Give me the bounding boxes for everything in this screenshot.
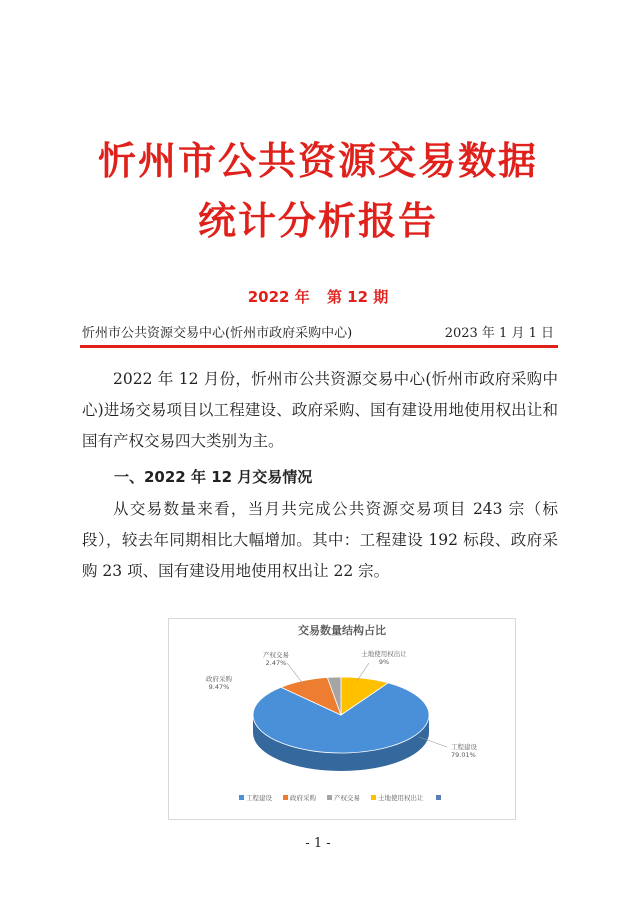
intro-paragraph: 2022 年 12 月份，忻州市公共资源交易中心(忻州市政府采购中心)进场交易项目以工程建设、政府采购、国有建设用地使用权出让和国有产权交易四大类别为主。 xyxy=(82,370,558,450)
publisher: 忻州市公共资源交易中心(忻州市政府采购中心) xyxy=(82,326,353,341)
header-divider xyxy=(80,345,558,348)
data-label-value-3: 9% xyxy=(378,658,390,666)
issue-year: 2022 年 xyxy=(247,288,310,306)
data-label-value-0: 79.01% xyxy=(451,751,476,759)
pie-chart-svg xyxy=(169,619,515,819)
legend-swatch-4 xyxy=(436,795,441,800)
page-number: - 1 - xyxy=(305,836,331,851)
data-label-value-1: 9.47% xyxy=(208,683,230,691)
data-label-name-3: 土地使用权出让 xyxy=(361,650,407,658)
data-label-name-0: 工程建设 xyxy=(451,743,477,751)
summary-paragraph: 从交易数量来看，当月共完成公共资源交易项目 243 宗（标段），较去年同期相比大幅增加。其中：工程建设 192 标段、政府采购 23 项、国有建设用地使用权出让 22 宗。 xyxy=(82,500,558,580)
section-heading: 一、2022 年 12 月交易情况 xyxy=(114,468,313,486)
publish-date: 2023 年 1 月 1 日 xyxy=(444,326,554,341)
legend-swatch-2 xyxy=(327,795,332,800)
legend-label-0: 工程建设 xyxy=(246,794,272,802)
legend-swatch-3 xyxy=(371,795,376,800)
chart-title: 交易数量结构占比 xyxy=(298,624,386,637)
legend-swatch-0 xyxy=(239,795,244,800)
legend-swatch-1 xyxy=(283,795,288,800)
issue-number: 第 12 期 xyxy=(326,288,389,306)
legend-label-3: 土地使用权出让 xyxy=(378,794,424,802)
report-title-line2: 统计分析报告 xyxy=(197,198,438,243)
report-title-line1: 忻州市公共资源交易数据 xyxy=(97,138,538,183)
pie-chart xyxy=(168,618,516,820)
data-label-value-2: 2.47% xyxy=(265,659,287,667)
data-label-name-2: 产权交易 xyxy=(263,651,289,659)
data-label-leader-2 xyxy=(287,663,304,685)
legend-label-1: 政府采购 xyxy=(290,794,316,802)
legend-label-2: 产权交易 xyxy=(334,794,360,802)
issue-info xyxy=(0,286,636,307)
data-label-name-1: 政府采购 xyxy=(206,675,232,683)
